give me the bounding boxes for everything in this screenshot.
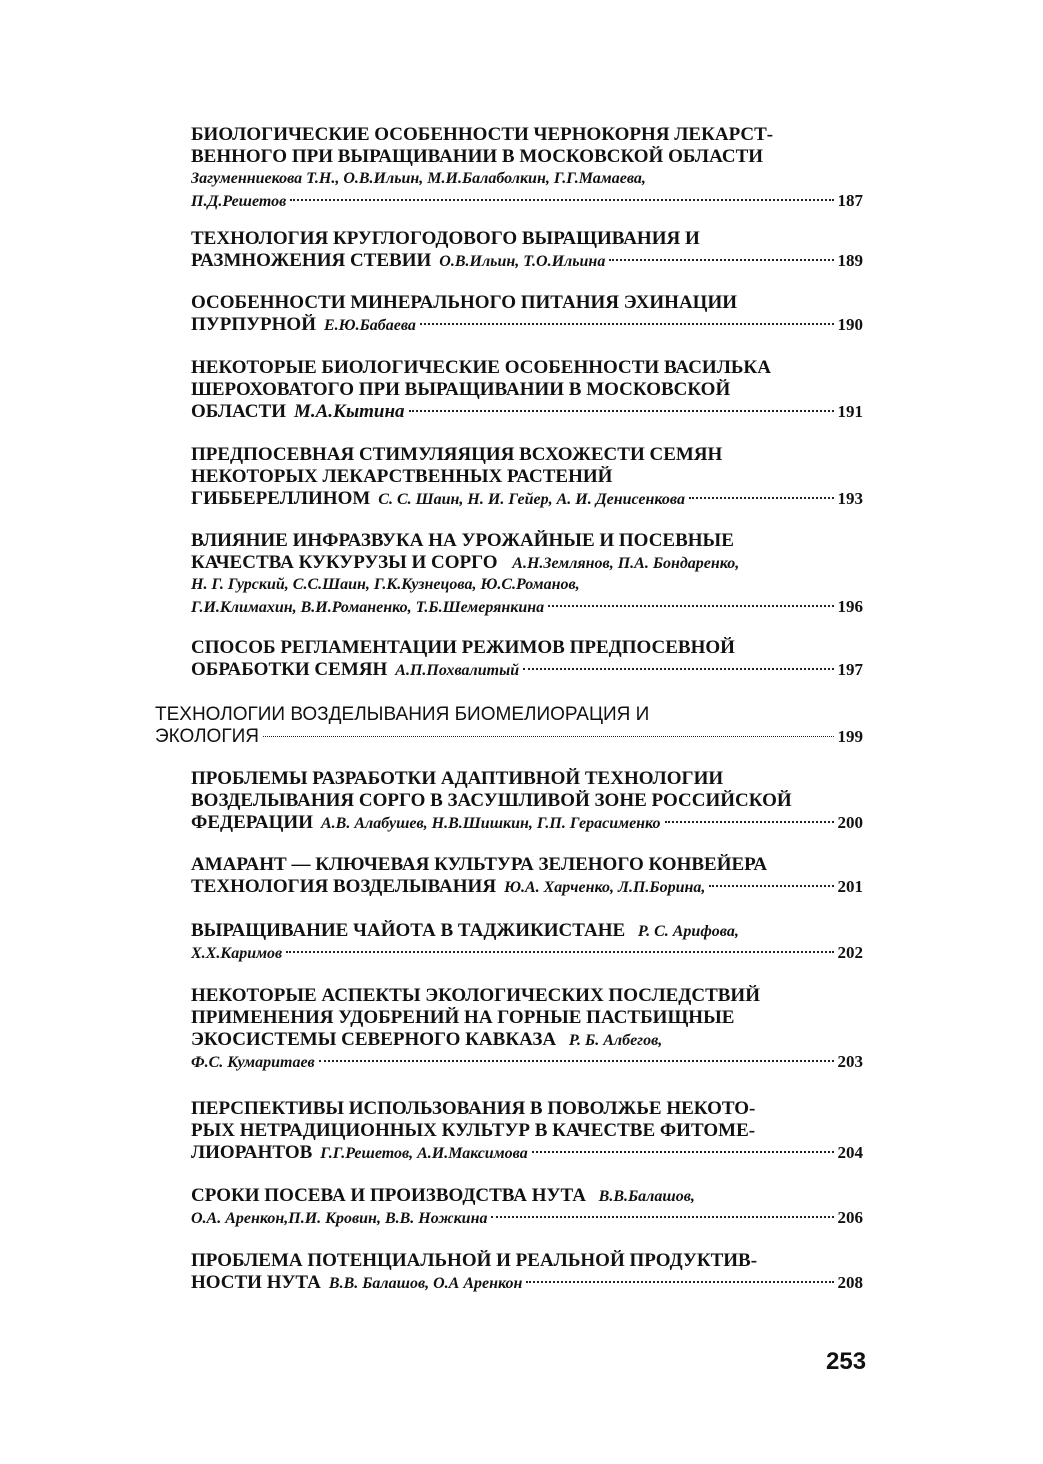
entry-title-line: КАЧЕСТВА КУКУРУЗЫ И СОРГО (191, 552, 498, 573)
page-ref: 206 (837, 1208, 863, 1227)
leader-dots (609, 257, 833, 261)
entry-title-line: НЕКОТОРЫХ ЛЕКАРСТВЕННЫХ РАСТЕНИЙ (191, 466, 613, 487)
entry-last-line (191, 876, 863, 898)
leader-dots (523, 666, 833, 670)
toc-entry-12 (191, 1098, 863, 1164)
entry-title-line: АМАРАНТ — КЛЮЧЕВАЯ КУЛЬТУРА ЗЕЛЕНОГО КОНВЕЙЕРА (191, 854, 768, 875)
entry-authors: Р. Б. Албегов, (568, 1032, 663, 1049)
entry-authors: В.В.Балашов, (598, 1188, 695, 1205)
entry-authors: П.Д.Решетов (191, 193, 287, 210)
page-ref: 208 (837, 1273, 863, 1292)
entry-mixed-line (191, 552, 863, 574)
entry-title-line: ФЕДЕРАЦИИ (191, 812, 313, 833)
toc-entry-8 (191, 768, 863, 834)
page-ref: 193 (837, 489, 863, 508)
entry-authors: О.В.Ильин, Т.О.Ильина (439, 253, 606, 270)
leader-dots (709, 883, 833, 887)
entry-authors: М.А.Кытина (293, 401, 405, 422)
page-ref: 202 (837, 943, 863, 962)
entry-title-line: НЕКОТОРЫЕ АСПЕКТЫ ЭКОЛОГИЧЕСКИХ ПОСЛЕДСТВИЙ (191, 985, 760, 1006)
entry-authors: С. С. Шаин, Н. И. Гейер, А. И. Денисенкова (378, 491, 685, 508)
toc-entry-9 (191, 854, 863, 898)
page-ref: 190 (837, 315, 863, 334)
entry-last-line (191, 812, 863, 834)
entry-authors: Е.Ю.Бабаева (324, 317, 416, 334)
entry-title-line: ГИББЕРЕЛЛИНОМ (191, 488, 371, 509)
section-title: ЭКОЛОГИЯ (155, 726, 259, 747)
entry-authors: А.П.Похвалитый (395, 662, 520, 679)
page-ref: 201 (837, 877, 863, 896)
entry-last-line (191, 488, 863, 510)
leader-dots (548, 603, 833, 607)
leader-dots (319, 1058, 834, 1062)
entry-title-line: НЕКОТОРЫЕ БИОЛОГИЧЕСКИЕ ОСОБЕННОСТИ ВАСИЛЬКА (191, 357, 771, 378)
entry-authors: А.Н.Землянов, П.А. Бондаренко, (512, 555, 740, 572)
entry-last-line (191, 1207, 863, 1229)
entry-last-line (191, 596, 863, 618)
entry-last-line (191, 1142, 863, 1164)
leader-dots (491, 1214, 833, 1218)
entry-title-line: ШЕРОХОВАТОГО ПРИ ВЫРАЩИВАНИИ В МОСКОВСКОЙ (191, 379, 731, 400)
entry-authors: Г.Г.Решетов, А.И.Максимова (320, 1145, 528, 1162)
entry-title-line: РЫХ НЕТРАДИЦИОННЫХ КУЛЬТУР В КАЧЕСТВЕ ФИТОМЕ- (191, 1120, 756, 1141)
leader-dots (689, 495, 834, 499)
toc-entry-3 (191, 292, 863, 336)
page-ref: 187 (837, 191, 863, 210)
page-ref: 189 (837, 251, 863, 270)
entry-title-line: ВЕННОГО ПРИ ВЫРАЩИВАНИИ В МОСКОВСКОЙ ОБЛАСТИ (191, 146, 764, 167)
entry-authors: Р. С. Арифова, (637, 923, 739, 940)
toc-entry-2 (191, 228, 863, 272)
entry-mixed-line (191, 1185, 863, 1207)
entry-last-line (191, 314, 863, 336)
toc-entry-14 (191, 1250, 863, 1294)
entry-title-line: ОБЛАСТИ (191, 401, 286, 422)
entry-authors: Г.И.Климахин, В.И.Романенко, Т.Б.Шемерянкина (191, 599, 545, 616)
entry-title-line: ЭКОСИСТЕМЫ СЕВЕРНОГО КАВКАЗА (191, 1029, 557, 1050)
entry-title-line: ВОЗДЕЛЫВАНИЯ СОРГО В ЗАСУШЛИВОЙ ЗОНЕ РОССИЙСКОЙ (191, 790, 792, 811)
entry-title-line: ПРОБЛЕМЫ РАЗРАБОТКИ АДАПТИВНОЙ ТЕХНОЛОГИИ (191, 768, 724, 789)
leader-dots (526, 1279, 833, 1283)
entry-title-line: ПЕРСПЕКТИВЫ ИСПОЛЬЗОВАНИЯ В ПОВОЛЖЬЕ НЕКОТО- (191, 1098, 756, 1119)
entry-mixed-line (191, 920, 863, 942)
entry-authors: А.В. Алабушев, Н.В.Шишкин, Г.П. Герасименко (320, 815, 661, 832)
entry-last-line (191, 659, 863, 681)
entry-last-line (191, 401, 863, 423)
entry-title-line: ТЕХНОЛОГИЯ ВОЗДЕЛЫВАНИЯ (191, 876, 497, 897)
page-number: 253 (826, 1348, 867, 1375)
entry-authors: В.В. Балашов, О.А Аренкон (328, 1275, 523, 1292)
leader-dots (409, 408, 834, 412)
entry-title-line: ПРЕДПОСЕВНАЯ СТИМУЛЯЯЦИЯ ВСХОЖЕСТИ СЕМЯН (191, 444, 723, 465)
toc-entry-6 (191, 530, 863, 618)
section-last-line (155, 726, 863, 748)
leader-dots (263, 734, 834, 737)
leader-dots (532, 1149, 834, 1153)
entry-title-line: ПРИМЕНЕНИЯ УДОБРЕНИЙ НА ГОРНЫЕ ПАСТБИЩНЫЕ (191, 1007, 735, 1028)
entry-title-line: ВЫРАЩИВАНИЕ ЧАЙОТА В ТАДЖИКИСТАНЕ (191, 920, 626, 941)
toc-entry-13 (191, 1185, 863, 1229)
entry-title-line: ЛИОРАНТОВ (191, 1142, 313, 1163)
entry-authors: О.А. Аренкон,П.И. Кровин, В.В. Ножкина (191, 1210, 488, 1227)
page-ref: 203 (837, 1052, 863, 1071)
entry-title-line: РАЗМНОЖЕНИЯ СТЕВИИ (191, 250, 432, 271)
page-ref: 196 (837, 597, 863, 616)
entry-authors: Х.Х.Каримов (191, 945, 283, 962)
entry-title-line: ПРОБЛЕМА ПОТЕНЦИАЛЬНОЙ И РЕАЛЬНОЙ ПРОДУКТИВ- (191, 1250, 758, 1271)
entry-title-line: НОСТИ НУТА (191, 1272, 321, 1293)
page-ref: 199 (837, 727, 863, 746)
entry-title-line: ОСОБЕННОСТИ МИНЕРАЛЬНОГО ПИТАНИЯ ЭХИНАЦИИ (191, 292, 738, 313)
entry-authors: Ю.А. Харченко, Л.П.Борина, (504, 879, 706, 896)
entry-title-line: ОБРАБОТКИ СЕМЯН (191, 659, 388, 680)
leader-dots (665, 819, 834, 823)
entry-last-line (191, 190, 863, 212)
toc-entry-4 (191, 357, 863, 423)
entry-authors: Ф.С. Кумаритаев (191, 1054, 315, 1071)
toc-entry-7 (191, 637, 863, 681)
entry-authors: Загуменниекова Т.Н., О.В.Ильин, М.И.Балаболкин, Г.Г.Мамаева, (191, 170, 646, 187)
entry-title-line: ВЛИЯНИЕ ИНФРАЗВУКА НА УРОЖАЙНЫЕ И ПОСЕВНЫЕ (191, 530, 734, 551)
leader-dots (286, 949, 833, 953)
entry-title-line: СРОКИ ПОСЕВА И ПРОИЗВОДСТВА НУТА (191, 1185, 586, 1206)
entry-title-line: СПОСОБ РЕГЛАМЕНТАЦИИ РЕЖИМОВ ПРЕДПОСЕВНОЙ (191, 637, 735, 658)
toc-entry-5 (191, 444, 863, 510)
toc-entry-1 (191, 124, 863, 212)
entry-last-line (191, 1051, 863, 1073)
page-ref: 191 (837, 402, 863, 421)
entry-mixed-line (191, 1029, 863, 1051)
entry-last-line (191, 1272, 863, 1294)
entry-last-line (191, 942, 863, 964)
toc-section (155, 704, 863, 748)
toc-entry-10 (191, 920, 863, 964)
leader-dots (420, 321, 834, 325)
leader-dots (290, 197, 833, 201)
entry-last-line (191, 250, 863, 272)
entry-title-line: ПУРПУРНОЙ (191, 314, 316, 335)
entry-title-line: БИОЛОГИЧЕСКИЕ ОСОБЕННОСТИ ЧЕРНОКОРНЯ ЛЕКАРСТ- (191, 124, 774, 145)
page-ref: 197 (837, 660, 863, 679)
page-ref: 204 (837, 1143, 863, 1162)
section-title: ТЕХНОЛОГИИ ВОЗДЕЛЫВАНИЯ БИОМЕЛИОРАЦИЯ И (155, 704, 650, 725)
entry-title-line: ТЕХНОЛОГИЯ КРУГЛОГОДОВОГО ВЫРАЩИВАНИЯ И (191, 228, 700, 249)
page-ref: 200 (837, 813, 863, 832)
entry-authors: Н. Г. Гурский, С.С.Шаин, Г.К.Кузнецова, Ю.С.Романов, (191, 576, 580, 593)
toc-entry-11 (191, 985, 863, 1073)
